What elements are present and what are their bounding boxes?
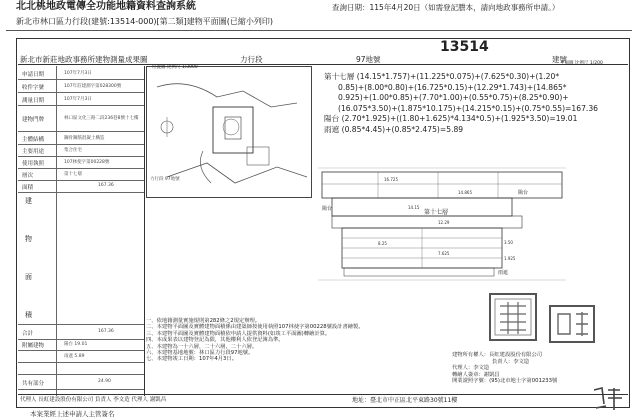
- row-label: 收件字號: [22, 85, 45, 91]
- official-seal: [488, 292, 538, 342]
- applicant-block: [452, 352, 602, 385]
- floor-plan-scale: 平面圖 比例尺 1/200: [560, 61, 603, 66]
- row-value: 雨遮 5.89: [64, 354, 85, 359]
- dimension-label: 14.15: [408, 205, 420, 210]
- table-row: [18, 66, 144, 80]
- agent-line: 代理人 長虹建設股份有限公司 負責人 李文造 代理人 謝凱昌: [20, 397, 167, 403]
- row-value: 24.90: [98, 379, 111, 384]
- note-line: 六、本建物基地地號：林口區力行段97地號。: [146, 350, 254, 357]
- section-name: 力行段: [240, 55, 263, 64]
- info-table: [18, 66, 145, 396]
- row-value: 陽台 19.01: [64, 342, 88, 347]
- row-value: 107年莊建測字第028300號: [64, 84, 122, 89]
- row-value: 167.36: [98, 329, 114, 334]
- bottom-divider: [18, 394, 628, 395]
- row-label: 主體結構: [22, 137, 45, 143]
- formula-line: (16.075*3.50)+(1.875*10.175)+(14.215*0.15)+(0.75*0.55)=167.36: [338, 103, 598, 113]
- row-value: 107年7月3日: [64, 97, 92, 102]
- building-info-line: 新北市林口區力行段(建號:13514-000)[第二類]建物平面圖(已縮小列印): [16, 17, 274, 26]
- row-value: 107年7月3日: [64, 71, 92, 76]
- print-seal: [590, 384, 630, 414]
- row-label: 使用執照: [22, 161, 45, 167]
- lot-number: 97地號: [356, 55, 381, 64]
- survey-notes: [146, 318, 451, 363]
- canopy-label: 雨遮: [498, 270, 509, 276]
- row-label: 合計: [22, 331, 34, 337]
- dimension-label: 3.50: [504, 240, 513, 245]
- formula-line: 0.85)+(8.00*0.80)+(16.725*0.15)+(12.29*1.743)+(14.865*: [338, 82, 567, 92]
- row-value: 林口區文化三路二段236巷8號十七樓: [64, 116, 139, 121]
- table-row: [18, 92, 144, 106]
- applicant-line: 轉繪人簽章：謝凱昌: [452, 371, 500, 378]
- applicant-line: 負責人：李文造: [492, 358, 530, 365]
- table-row: [18, 350, 144, 363]
- building-number-label: 建號: [552, 55, 567, 64]
- row-label: 層次: [22, 173, 34, 179]
- formula-line: 第十七層 (14.15*1.757)+(11.225*0.075)+(7.625*0.30)+(1.20*: [324, 72, 560, 81]
- dimension-label: 1.925: [504, 256, 516, 261]
- building-number: 13514: [440, 39, 489, 55]
- row-label: 主要用途: [22, 149, 45, 155]
- floor-plan: [318, 164, 568, 284]
- footer-note: 本案業經上述申請人主管簽名: [30, 410, 115, 418]
- note-line: 四、本成果表以建物登記為限，其他權利人依登記簿為準。: [146, 337, 284, 344]
- formula-line: 0.925)+(1.00*0.85)+(7.70*1.00)+(0.55*0.75)+(8.25*0.90)+: [338, 93, 569, 103]
- formula-line: 陽台 (2.70*1.925)+((1.80+1.625)*4.134*0.5)+(1.925*3.50)=19.01: [324, 114, 578, 124]
- dimension-label: 16.725: [384, 177, 398, 182]
- row-label: 共有部分: [22, 381, 45, 387]
- balcony-label: 陽台: [322, 206, 333, 212]
- row-value: 167.36: [98, 183, 114, 188]
- side-label-char: 建: [25, 197, 32, 205]
- balcony-label: 陽台: [518, 190, 529, 196]
- row-value: 107林使字第00228號: [64, 160, 110, 165]
- query-date: 查詢日期：115年4月20日（如需登記謄本，請向地政事務所申請。）: [332, 3, 560, 12]
- floor-label: 第十七層: [424, 209, 449, 216]
- address-line: 地址：臺北市中正區北平東路30號11樓: [352, 397, 458, 404]
- row-value: 鋼骨鋼筋混凝土構造: [64, 136, 105, 141]
- note-line: 七、本建物竣工日期：107年4月3日。: [146, 356, 238, 363]
- note-line: 五、本建物為一十六層，二十六層，二十六層。: [146, 343, 258, 350]
- table-row: [18, 131, 144, 145]
- header-divider: [6, 30, 632, 31]
- table-row: [18, 374, 144, 390]
- dimension-label: 8.25: [378, 241, 387, 246]
- applicant-line: 開業證照字號：(95)北市地士字第001233號: [452, 378, 558, 385]
- dimension-label: 7.625: [438, 251, 450, 256]
- row-label: 附屬建物: [22, 343, 45, 349]
- row-value: 集合住宅: [64, 148, 82, 153]
- floor-plan-drawing: [318, 164, 568, 284]
- form-title: 新北市新莊地政事務所建物測量成果圖: [20, 55, 148, 64]
- location-map-scale: 位置圖 比例尺 1/3000: [152, 65, 198, 70]
- table-row: [18, 105, 144, 132]
- row-label: 建物門牌: [22, 117, 45, 123]
- side-label-char: 積: [25, 311, 32, 319]
- applicant-line: 代理人：李文造: [452, 365, 490, 372]
- table-row: [18, 79, 144, 93]
- side-label-char: 面: [25, 273, 32, 281]
- applicant-line: 建物所有權人：長虹建設股份有限公司: [452, 352, 543, 358]
- area-calculation: [324, 72, 628, 136]
- system-title: 北北桃地政電傳全功能地籍資料查詢系統: [16, 1, 196, 12]
- row-label: 申請日期: [22, 72, 45, 78]
- table-row: [18, 180, 144, 193]
- note-line: 三、本建物平面圖及實體建物面積依申請人提供資料(如竣工平面圖)轉繪計算。: [146, 330, 331, 337]
- note-line: 一、依地籍測量實施規則第282條之2規定辦理。: [146, 318, 261, 324]
- location-map-annotation: 力行段 97地號: [150, 177, 180, 182]
- row-label: 面積: [22, 185, 34, 191]
- formula-line: 雨遮 (0.85*4.45)+(0.85*2.475)=5.89: [324, 124, 464, 134]
- side-label-char: 物: [25, 235, 32, 243]
- dimension-label: 14.865: [458, 190, 472, 195]
- note-line: 二、本建物平面圖及實體建物面積係由建築師按使用執照107林使字第00228號設計書繪製。: [146, 324, 364, 331]
- row-label: 測量日期: [22, 98, 45, 104]
- dimension-label: 12.29: [438, 220, 450, 225]
- row-value: 第十七層: [64, 172, 82, 177]
- personal-seal: [548, 304, 596, 344]
